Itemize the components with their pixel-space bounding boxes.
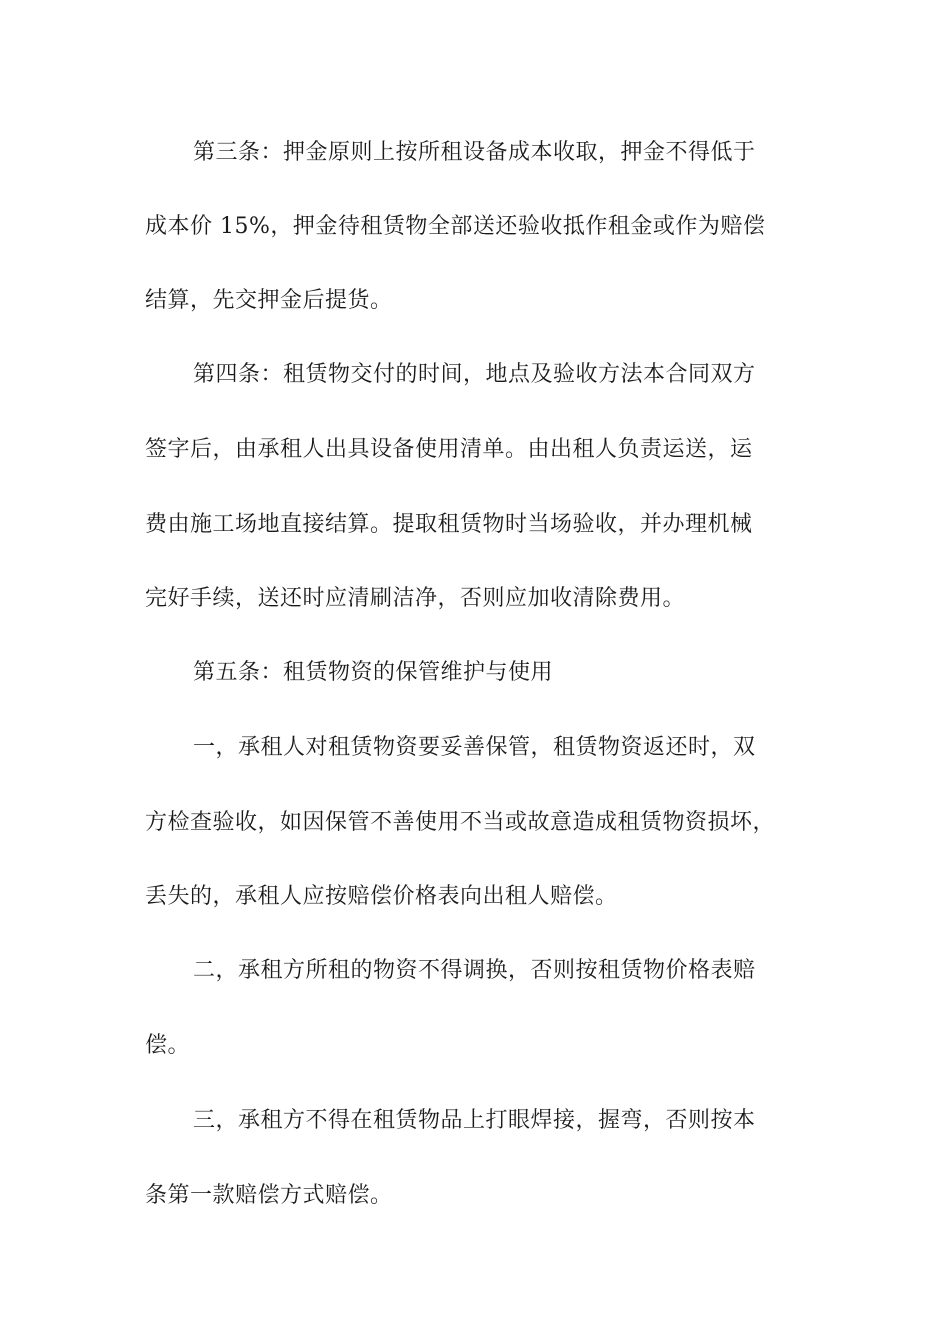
paragraph-article-4-line-2: 签字后，由承租人出具设备使用清单。由出租人负责运送，运	[145, 437, 753, 462]
paragraph-article-5-heading: 第五条：租赁物资的保管维护与使用	[193, 660, 554, 685]
paragraph-clause-1-line-2: 方检查验收，如因保管不善使用不当或故意造成租赁物资损坏，	[145, 810, 776, 835]
paragraph-clause-3-line-1: 三，承租方不得在租赁物品上打眼焊接，握弯，否则按本	[193, 1108, 756, 1133]
paragraph-clause-3-line-2: 条第一款赔偿方式赔偿。	[145, 1183, 393, 1208]
paragraph-article-3-line-3: 结算，先交押金后提货。	[145, 288, 393, 313]
paragraph-article-4-line-3: 费由施工场地直接结算。提取租赁物时当场验收，并办理机械	[145, 512, 753, 537]
paragraph-article-4-line-4: 完好手续，送还时应清刷洁净，否则应加收清除费用。	[145, 586, 686, 611]
paragraph-article-3-line-2: 成本价 15%，押金待租赁物全部送还验收抵作租金或作为赔偿	[145, 214, 766, 239]
paragraph-article-3-line-1: 第三条：押金原则上按所租设备成本收取，押金不得低于	[193, 140, 756, 165]
paragraph-article-4-line-1: 第四条：租赁物交付的时间，地点及验收方法本合同双方	[193, 362, 756, 387]
paragraph-clause-2-line-1: 二，承租方所租的物资不得调换，否则按租赁物价格表赔	[193, 958, 756, 983]
paragraph-clause-1-line-3: 丢失的，承租人应按赔偿价格表向出租人赔偿。	[145, 884, 618, 909]
paragraph-clause-2-line-2: 偿。	[145, 1033, 191, 1058]
paragraph-clause-1-line-1: 一，承租人对租赁物资要妥善保管，租赁物资返还时，双	[193, 735, 756, 760]
